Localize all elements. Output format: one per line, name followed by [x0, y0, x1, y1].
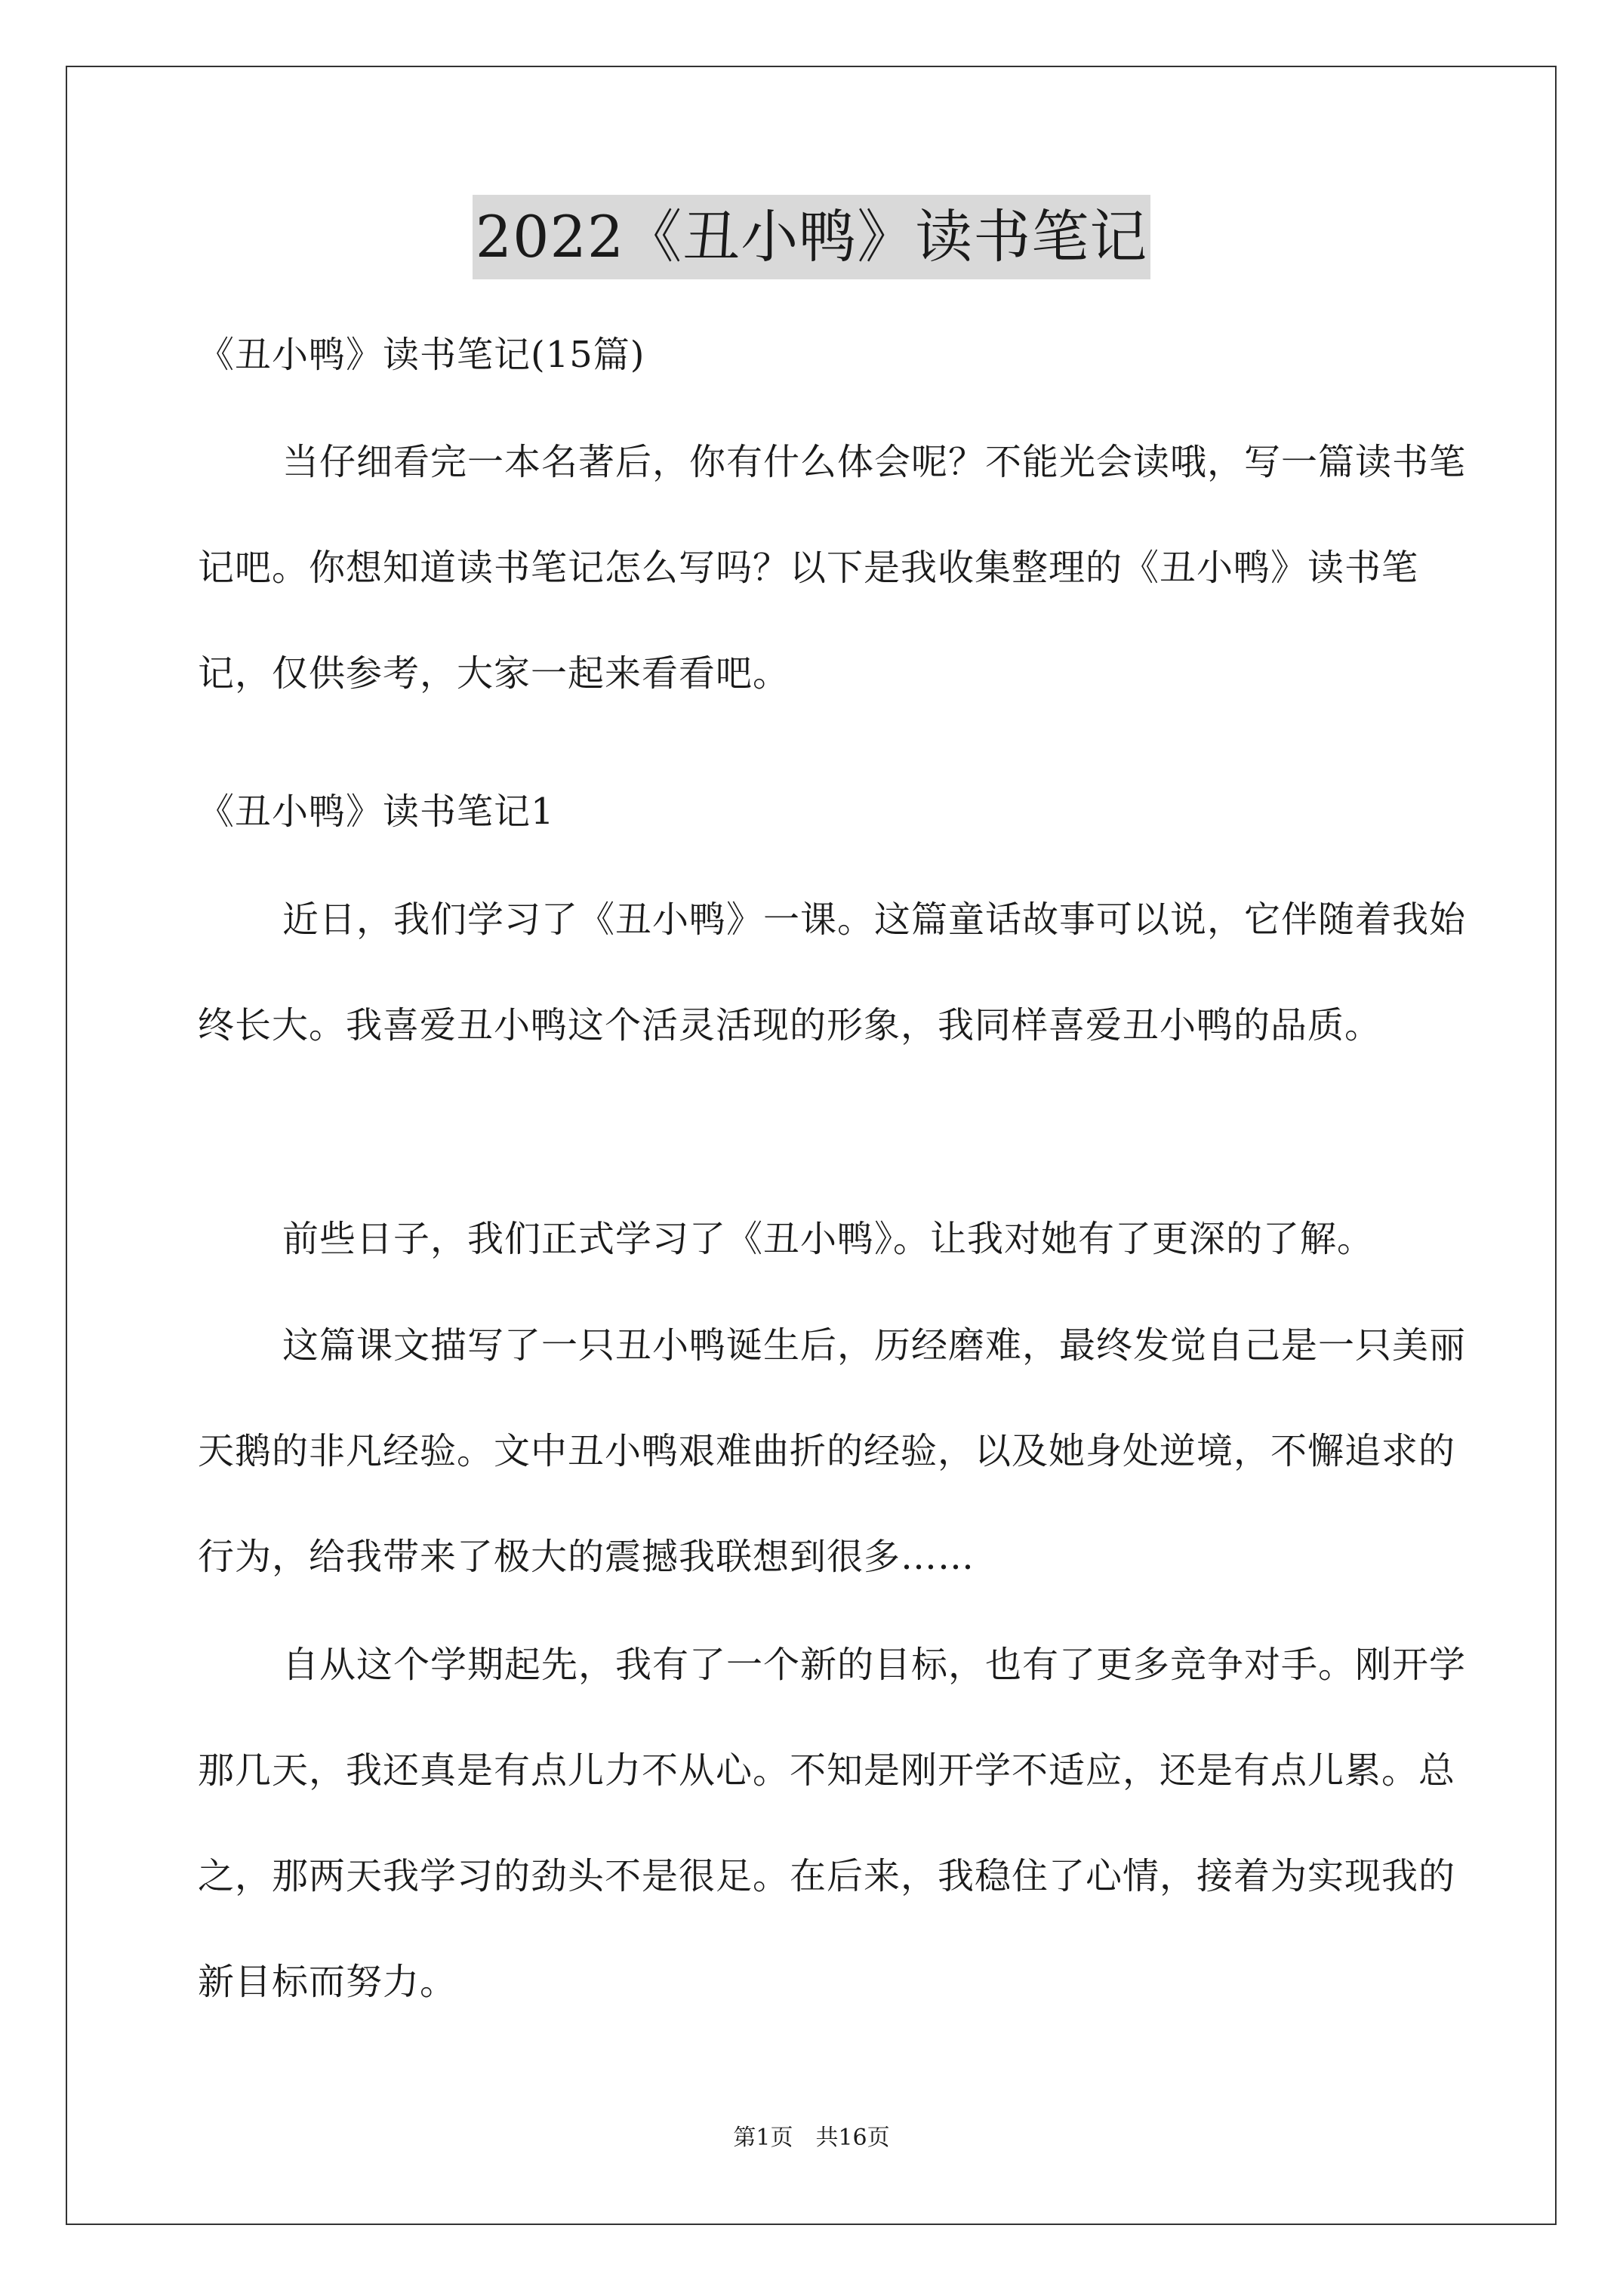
body-paragraph: 近日，我们学习了《丑小鸭》一课。这篇童话故事可以说，它伴随着我始终长大。我喜爱丑小鸭这个活灵活现的形象，我同样喜爱丑小鸭的品质。	[198, 898, 1467, 1046]
title-container	[0, 195, 1623, 279]
body-paragraph: 自从这个学期起先，我有了一个新的目标，也有了更多竞争对手。刚开学那几天，我还真是有点儿力不从心。不知是刚开学不适应，还是有点儿累。总之，那两天我学习的劲头不是很足。在后来，我稳住了心情，接着为实现我的新目标而努力。	[198, 1644, 1467, 2003]
page-number-footer: 第1页 共16页	[733, 2125, 890, 2151]
document-subtitle: 《丑小鸭》读书笔记(15篇)	[198, 334, 645, 376]
intro-paragraph: 当仔细看完一本名著后，你有什么体会呢？不能光会读哦，写一篇读书笔记吧。你想知道读书笔记怎么写吗？以下是我收集整理的《丑小鸭》读书笔记，仅供参考，大家一起来看看吧。	[198, 441, 1467, 695]
body-paragraph: 前些日子，我们正式学习了《丑小鸭》。让我对她有了更深的了解。	[282, 1218, 1375, 1260]
body-paragraph: 这篇课文描写了一只丑小鸭诞生后，历经磨难，最终发觉自己是一只美丽天鹅的非凡经验。文中丑小鸭艰难曲折的经验，以及她身处逆境，不懈追求的行为，给我带来了极大的震撼我联想到很多……	[198, 1324, 1467, 1578]
document-title: 2022《丑小鸭》读书笔记	[473, 195, 1150, 279]
section-heading: 《丑小鸭》读书笔记1	[198, 791, 555, 833]
